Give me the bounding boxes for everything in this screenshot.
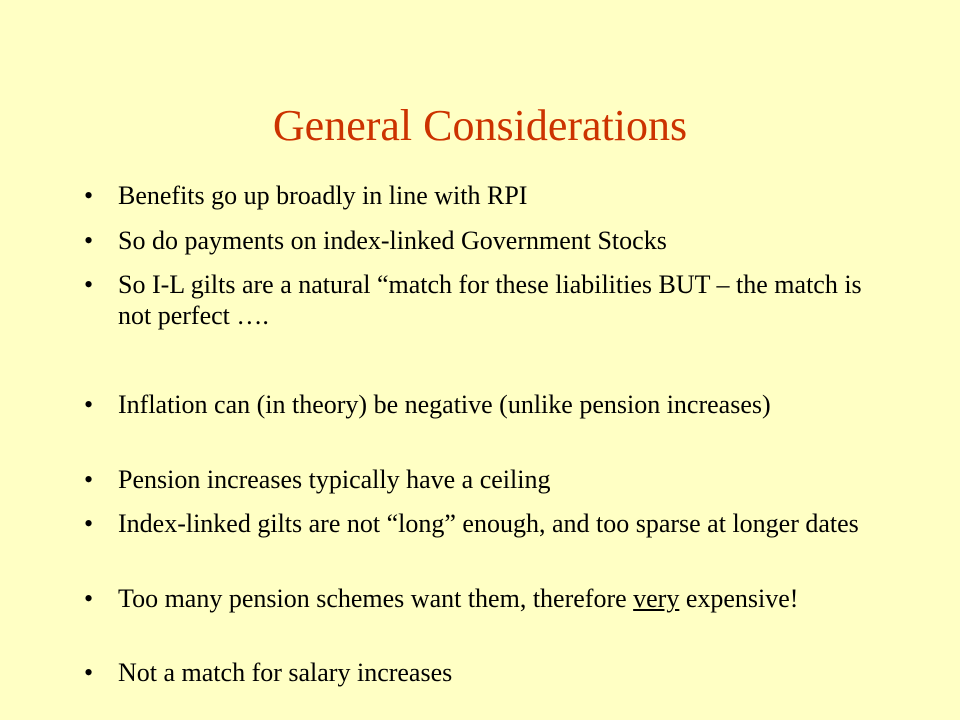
bullet-icon: • (84, 509, 94, 538)
bullet-item (84, 389, 884, 420)
bullet-icon: • (84, 226, 94, 255)
bullet-icon: • (84, 584, 94, 613)
bullet-text-before: Too many pension schemes want them, therefore (118, 584, 634, 613)
bullet-item (84, 583, 884, 614)
slide-title: General Considerations (272, 101, 688, 150)
bullet-icon: • (84, 181, 94, 210)
bullet-item (84, 225, 884, 256)
bullet-icon: • (84, 658, 94, 687)
bullet-item (84, 180, 884, 211)
bullet-item (84, 657, 884, 688)
bullet-item (84, 269, 884, 331)
bullet-text: Pension increases typically have a ceiling (118, 465, 551, 494)
bullet-icon: • (84, 465, 94, 494)
bullet-icon: • (84, 270, 94, 299)
bullet-text: Benefits go up broadly in line with RPI (118, 181, 528, 210)
underlined-word: very (633, 584, 680, 613)
bullet-text: So do payments on index-linked Government Stocks (118, 226, 667, 255)
bullet-icon: • (84, 390, 94, 419)
bullet-text-after: expensive! (679, 584, 799, 613)
bullet-text: So I-L gilts are a natural “match for these liabilities BUT – the match is not perfect …. (118, 270, 862, 330)
bullet-item (84, 464, 884, 495)
bullet-text (118, 583, 884, 614)
bullet-text: Not a match for salary increases (118, 658, 453, 687)
bullet-item (84, 508, 884, 539)
bullet-text: Inflation can (in theory) be negative (unlike pension increases) (118, 390, 771, 419)
bullet-text: Index-linked gilts are not “long” enough, and too sparse at longer dates (118, 509, 859, 538)
